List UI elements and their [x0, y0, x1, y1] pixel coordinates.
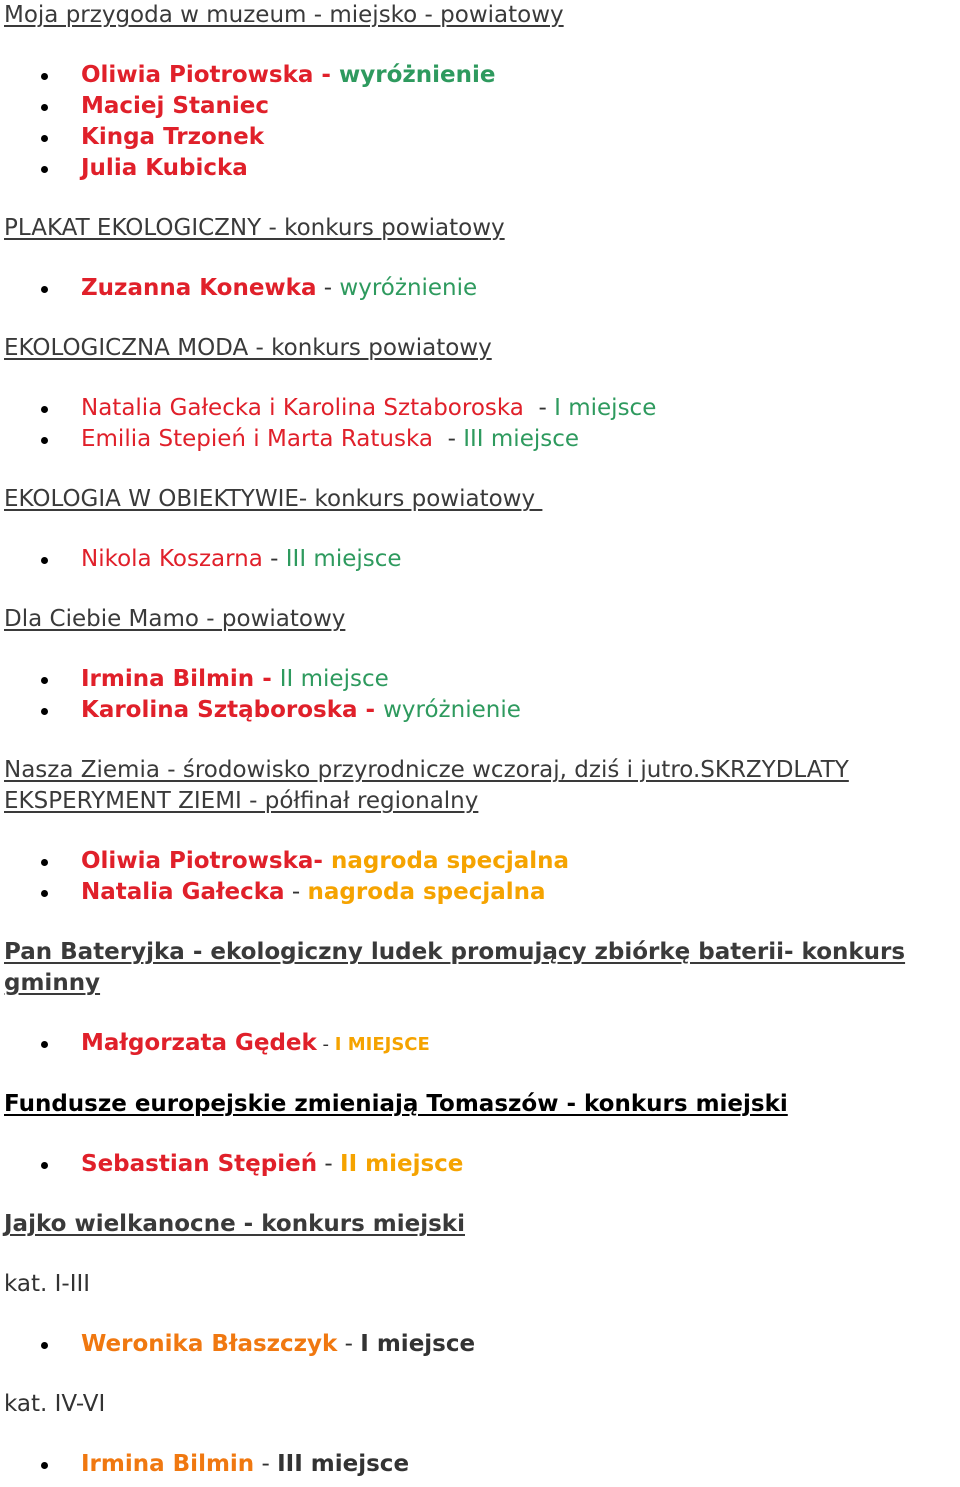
participant-name: Irmina Bilmin	[81, 666, 255, 692]
bullet-icon	[41, 1041, 48, 1048]
award: III miejsce	[285, 546, 402, 572]
list-item	[4, 544, 960, 575]
award: wyróżnienie	[383, 697, 521, 723]
results-list	[4, 1149, 960, 1180]
participant-name: Karolina Sztąboroska	[81, 697, 358, 723]
bullet-icon	[41, 166, 48, 173]
section-heading[interactable]: Jajko wielkanocne - konkurs miejski	[4, 1211, 465, 1237]
separator: -	[357, 697, 384, 723]
participant-name: Natalia Gałecka	[81, 879, 285, 905]
results-list	[4, 273, 960, 304]
results-list	[4, 846, 960, 908]
list-item	[4, 273, 960, 304]
list-item	[4, 664, 960, 695]
bullet-icon	[41, 1342, 48, 1349]
results-list	[4, 544, 960, 575]
results-list	[4, 1329, 960, 1360]
participant-name: Małgorzata Gędek	[81, 1030, 317, 1056]
section-heading[interactable]: Dla Ciebie Mamo - powiatowy	[4, 606, 346, 632]
bullet-icon	[41, 135, 48, 142]
category-label: kat. IV-VI	[4, 1391, 106, 1417]
bullet-icon	[41, 557, 48, 564]
list-item	[4, 393, 960, 424]
separator: -	[523, 395, 555, 421]
separator: -	[433, 426, 464, 452]
participant-name: Nikola Koszarna	[81, 546, 263, 572]
section-heading[interactable]: Pan Bateryjka - ekologiczny ludek promujący zbiórkę baterii- konkurs gminny	[4, 939, 906, 996]
participant-name: Zuzanna Konewka	[81, 275, 317, 301]
separator: -	[262, 546, 286, 572]
participant-name: Weronika Błaszczyk	[81, 1331, 338, 1357]
document-body	[4, 0, 960, 1480]
participant-name: Kinga Trzonek	[81, 124, 265, 150]
separator: -	[316, 1034, 335, 1055]
bullet-icon	[41, 708, 48, 715]
participant-name: Natalia Gałecka i Karolina Sztaboroska	[81, 395, 524, 421]
separator: -	[313, 848, 331, 874]
bullet-icon	[41, 1462, 48, 1469]
participant-name: Oliwia Piotrowska	[81, 62, 314, 88]
participant-name: Julia Kubicka	[81, 155, 248, 181]
section-heading[interactable]: EKOLOGICZNA MODA - konkurs powiatowy	[4, 335, 492, 361]
award: II miejsce	[279, 666, 389, 692]
category-label: kat. I-III	[4, 1271, 91, 1297]
separator: -	[317, 1151, 341, 1177]
award: nagroda specjalna	[330, 848, 570, 874]
list-item	[4, 695, 960, 726]
bullet-icon	[41, 890, 48, 897]
list-item	[4, 122, 960, 153]
separator: -	[254, 666, 280, 692]
bullet-icon	[41, 1162, 48, 1169]
award: II miejsce	[340, 1151, 464, 1177]
award: I MIEJSCE	[334, 1034, 430, 1055]
bullet-icon	[41, 73, 48, 80]
award: wyróżnienie	[339, 275, 478, 301]
separator: -	[337, 1331, 361, 1357]
list-item	[4, 153, 960, 184]
results-list	[4, 1028, 960, 1060]
list-item	[4, 1149, 960, 1180]
separator: -	[284, 879, 308, 905]
list-item	[4, 60, 960, 91]
participant-name: Maciej Staniec	[81, 93, 269, 119]
results-list	[4, 1449, 960, 1480]
section-heading[interactable]: Fundusze europejskie zmieniają Tomaszów - konkurs miejski	[4, 1091, 788, 1117]
results-list	[4, 393, 960, 455]
list-item	[4, 1028, 960, 1060]
award: I miejsce	[360, 1331, 476, 1357]
bullet-icon	[41, 677, 48, 684]
section-heading[interactable]: Moja przygoda w muzeum - miejsko - powiatowy	[4, 2, 564, 28]
award: wyróżnienie	[338, 62, 496, 88]
list-item	[4, 91, 960, 122]
award: nagroda specjalna	[307, 879, 546, 905]
list-item	[4, 877, 960, 908]
participant-name: Sebastian Stępień	[81, 1151, 318, 1177]
section-heading[interactable]: Nasza Ziemia - środowisko przyrodnicze wczoraj, dziś i jutro.SKRZYDLATY EKSPERYMENT ZIEMI - półfinał regionalny	[4, 757, 849, 814]
section-heading[interactable]: PLAKAT EKOLOGICZNY - konkurs powiatowy	[4, 215, 505, 241]
separator: -	[316, 275, 340, 301]
bullet-icon	[41, 859, 48, 866]
bullet-icon	[41, 437, 48, 444]
separator: -	[313, 62, 339, 88]
list-item	[4, 1449, 960, 1480]
list-item	[4, 424, 960, 455]
list-item	[4, 846, 960, 877]
separator: -	[254, 1451, 278, 1477]
bullet-icon	[41, 406, 48, 413]
participant-name: Irmina Bilmin	[81, 1451, 255, 1477]
list-item	[4, 1329, 960, 1360]
participant-name: Oliwia Piotrowska	[81, 848, 314, 874]
bullet-icon	[41, 104, 48, 111]
award: I miejsce	[554, 395, 657, 421]
award: III miejsce	[277, 1451, 410, 1477]
section-heading[interactable]: EKOLOGIA W OBIEKTYWIE- konkurs powiatowy	[4, 486, 543, 512]
bullet-icon	[41, 286, 48, 293]
participant-name: Emilia Stepień i Marta Ratuska	[81, 426, 433, 452]
award: III miejsce	[463, 426, 580, 452]
results-list	[4, 664, 960, 726]
results-list	[4, 60, 960, 184]
